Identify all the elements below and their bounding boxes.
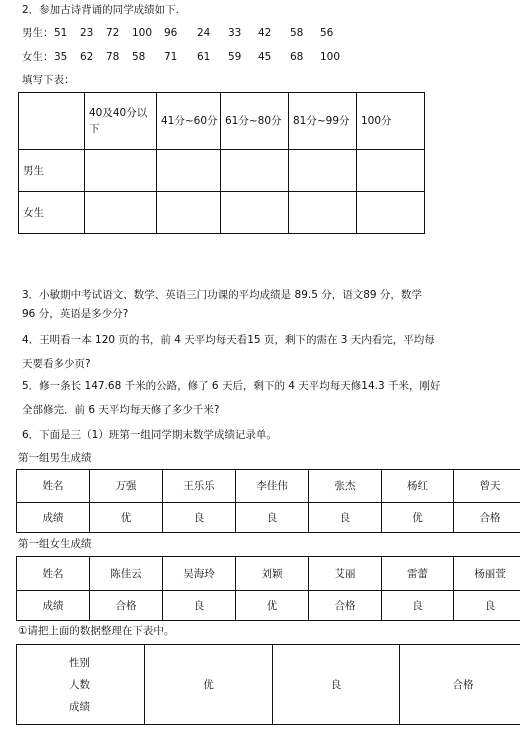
corner-cell — [19, 93, 85, 150]
score: 100 — [320, 51, 341, 63]
blank-cell[interactable] — [289, 150, 357, 192]
score: 96 — [164, 27, 178, 39]
score: 72 — [106, 27, 120, 39]
boys-label: 男生： — [22, 27, 54, 39]
score: 61 — [197, 51, 211, 63]
grade-cell: 良 — [163, 591, 236, 621]
student-name: 吴海玲 — [163, 557, 236, 591]
q3-line1: 3．小敏期中考试语文、数学、英语三门功课的平均成绩是 89.5 分，语文89 分，数学 — [22, 289, 422, 301]
student-name: 杨丽萱 — [454, 557, 520, 591]
table-row — [19, 192, 425, 234]
q2-girls-scores — [22, 50, 442, 64]
student-name: 雷蕾 — [382, 557, 454, 591]
header-cell: 100分 — [357, 93, 425, 150]
grade-cell: 合格 — [90, 591, 163, 621]
q4-line1: 4．王明看一本 120 页的书，前 4 天平均每天看15 页，剩下的需在 3 天内看完，平均每 — [22, 334, 435, 346]
q2-boys-scores — [22, 26, 442, 40]
q5-line1: 5．修一条长 147.68 千米的公路，修了 6 天后，剩下的 4 天平均每天修14.3 千米，刚好 — [22, 380, 441, 392]
grade-cell: 良 — [236, 503, 309, 533]
row-label: 男生 — [19, 150, 85, 192]
score: 58 — [290, 27, 304, 39]
table-row — [19, 150, 425, 192]
grade-cell: 优 — [236, 591, 309, 621]
summary-table — [16, 644, 520, 725]
q4-line2: 天要看多少页? — [22, 358, 91, 370]
score: 56 — [320, 27, 334, 39]
score: 58 — [132, 51, 146, 63]
corner-cell — [17, 645, 145, 725]
score: 51 — [54, 27, 68, 39]
girls-grade-table — [16, 556, 520, 621]
girls-table-caption: 第一组女生成绩 — [18, 538, 92, 550]
header-cell: 61分~80分 — [221, 93, 289, 150]
table-row — [17, 645, 520, 725]
corner-label-count: 人数 — [69, 678, 90, 691]
score: 42 — [258, 27, 272, 39]
corner-label-grade: 成绩 — [69, 700, 90, 713]
score: 23 — [80, 27, 94, 39]
boys-grade-table — [16, 469, 520, 533]
score: 100 — [132, 27, 153, 39]
header-cell: 41分~60分 — [157, 93, 221, 150]
q2-title: 2．参加古诗背诵的同学成绩如下. — [22, 4, 180, 16]
table-row — [17, 557, 520, 591]
student-name: 杨红 — [382, 470, 454, 503]
grade-cell: 良 — [382, 591, 454, 621]
blank-cell[interactable] — [357, 192, 425, 234]
header-cell: 优 — [145, 645, 273, 725]
student-name: 陈佳云 — [90, 557, 163, 591]
blank-cell[interactable] — [289, 192, 357, 234]
grade-cell: 良 — [309, 503, 382, 533]
grade-cell: 良 — [163, 503, 236, 533]
score: 24 — [197, 27, 211, 39]
student-name: 万强 — [90, 470, 163, 503]
score: 59 — [228, 51, 242, 63]
header-cell: 81分~99分 — [289, 93, 357, 150]
student-name: 王乐乐 — [163, 470, 236, 503]
table-row — [17, 470, 520, 503]
blank-cell[interactable] — [221, 192, 289, 234]
row-label: 女生 — [19, 192, 85, 234]
student-name: 艾丽 — [309, 557, 382, 591]
q5-line2: 全部修完．前 6 天平均每天修了多少千米? — [22, 404, 220, 416]
blank-cell[interactable] — [157, 150, 221, 192]
score: 71 — [164, 51, 178, 63]
fill-instruction: 填写下表： — [22, 74, 75, 86]
q2-score-table — [18, 92, 425, 234]
header-cell: 良 — [273, 645, 400, 725]
header-cell: 40及40分以下 — [85, 93, 157, 150]
header-cell: 成绩 — [17, 503, 90, 533]
score: 68 — [290, 51, 304, 63]
q6-title: 6．下面是三（1）班第一组同学期末数学成绩记录单。 — [22, 429, 277, 441]
score: 35 — [54, 51, 68, 63]
corner-label-gender: 性别 — [69, 656, 90, 669]
table-row — [17, 503, 520, 533]
blank-cell[interactable] — [157, 192, 221, 234]
boys-table-caption: 第一组男生成绩 — [18, 452, 92, 464]
grade-cell: 合格 — [309, 591, 382, 621]
table-header-row — [19, 93, 425, 150]
header-cell: 合格 — [400, 645, 520, 725]
score: 78 — [106, 51, 120, 63]
blank-cell[interactable] — [85, 192, 157, 234]
student-name: 李佳伟 — [236, 470, 309, 503]
sub-question: ①请把上面的数据整理在下表中。 — [18, 625, 175, 637]
score: 45 — [258, 51, 272, 63]
student-name: 张杰 — [309, 470, 382, 503]
score: 33 — [228, 27, 242, 39]
header-cell: 姓名 — [17, 470, 90, 503]
blank-cell[interactable] — [357, 150, 425, 192]
student-name: 刘颖 — [236, 557, 309, 591]
blank-cell[interactable] — [221, 150, 289, 192]
header-cell: 成绩 — [17, 591, 90, 621]
grade-cell: 优 — [90, 503, 163, 533]
table-row — [17, 591, 520, 621]
grade-cell: 良 — [454, 591, 520, 621]
student-name: 曾天 — [454, 470, 520, 503]
score: 62 — [80, 51, 94, 63]
girls-label: 女生： — [22, 51, 54, 63]
grade-cell: 合格 — [454, 503, 520, 533]
grade-cell: 优 — [382, 503, 454, 533]
blank-cell[interactable] — [85, 150, 157, 192]
header-cell: 姓名 — [17, 557, 90, 591]
q3-line2: 96 分，英语是多少分? — [22, 308, 129, 320]
